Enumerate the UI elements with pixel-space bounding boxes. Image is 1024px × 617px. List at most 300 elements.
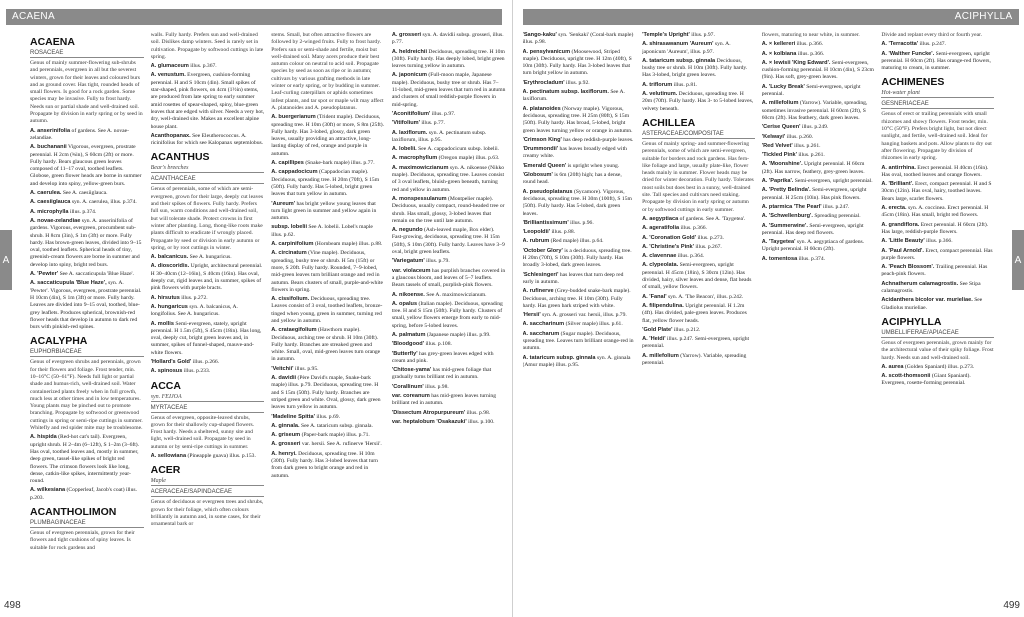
species-name: A. scott-thomsonii [881,373,931,380]
species-entry [642,225,755,232]
species-text: Semi-evergreen, upright perennial. H 45cm (18in), S 30cm (12in). Has divided, hairy, silver leaves and dense, flat heads of small, yellow flowers. [642,262,752,291]
species-name: A. 'Coronation Gold' [642,234,697,241]
species-text: illus. p.364. [677,253,705,260]
species-entry [392,72,506,108]
species-name: 'Leopoldii' [522,229,551,236]
species-text: of gardens. See A. 'Taygetea'. [679,215,746,222]
species-text: illus. p.366. [796,41,824,48]
species-name: A. mollis [150,320,174,327]
species-name: A. spinosus [150,368,183,375]
species-name: A. 'Summerwine'. [761,222,808,229]
species-name: 'Dissectum Atropurpureum' [391,409,466,416]
species-name: A. millefolium [761,100,799,107]
species-entry [30,128,144,143]
species-text: illus. p.261. [794,142,821,149]
species-entry [30,487,144,502]
species-text: Semi-evergreen, stately, upright perennial. H 1.5m (5ft), S 45cm (18in). Has long, oval, deeply cut, bright green leaves and, in summer, spikes of funnel-shaped, mauve-and-white flowers. [150,320,262,356]
species-text: illus. p.366. [680,225,707,232]
genus-description: Genus of mainly spring- and summer-flowering perennials, some of which are semi-evergreen, suitable for borders and rock gardens. Has fern-like foliage and large, usually plate-like, flower heads mainly in summer. Flower heads may be dried for winter decoration. Fully hardy. Tolerates most soils but does best in a sunny, well-drained site. Tall species and cultivars need staking. Propagate by division in early spring or autumn or by softwood cuttings in early summer. [642,140,754,213]
species-entry [392,301,506,330]
species-name: A. saccaticupula 'Blue Haze', [30,280,107,287]
species-entry [762,100,875,122]
species-text: illus. p.77. [421,120,445,127]
species-entry [271,423,385,430]
species-name: A. microphylla [30,208,69,215]
species-text: has bright yellow young leaves that turn light green in summer and yellow again in autumn. [271,200,377,222]
species-name: A. platanoides [522,105,561,112]
genus-description: Divide and replant every third or fourth year. [881,32,983,38]
species-text: See A. tataricum subsp. ginnala. [300,422,373,429]
species-entry [762,60,875,82]
species-text: is 6m (20ft) high; has a dense, round head. [522,172,622,186]
species-name: 'Sango-kaku' [522,32,557,38]
species-entry [881,248,994,263]
species-entry [523,146,636,161]
species-text: syn. A. 'The Beacon', illus. p.242. [667,293,744,300]
species-text: illus. p.88. [551,229,576,236]
species-text: (Golden Spaniard) illus. p.273. [904,363,975,370]
species-text: of gardens. See A. novae-zelandiae. [30,127,129,141]
species-text: Spreading perennial. [814,213,861,220]
species-name: A. 'Schwellenburg'. [761,213,813,220]
species-name: A. saccharinum [522,321,565,328]
species-text: (Ash-leaved maple, Box elder). Fast-growing, deciduous, spreading tree. H 15m (50ft), S 10m (30ft). Fully hardy. Leaves have 3–9 oval, bright green leaflets. [391,227,505,256]
species-text: illus. p.233. [183,368,211,375]
common-name: Hot-water plant [881,89,994,98]
species-entry [392,111,506,118]
species-text: illus. p.273. [697,234,724,241]
species-name: 'Variegatum' [391,258,425,265]
species-entry [392,165,506,194]
running-head: ACAENA [6,9,502,25]
species-text: Upright perennial. H 60cm (2ft). Has narrow, feathery, grey-green leaves. [761,161,865,175]
species-entry [392,332,506,339]
species-entry [642,216,755,223]
family-name: ACANTHACEAE [151,175,265,184]
species-entry [762,187,875,202]
species-name: A. wilkesiana [30,487,66,494]
species-text: illus. p.69. [316,413,340,420]
species-name: A. filipendulina. [642,302,684,309]
species-name: A. anserinifolia [30,127,71,134]
species-name: A. dioscoridis. [150,263,190,270]
species-name: A. balcanicus. [150,254,189,261]
species-text: illus. p.95. [294,365,319,372]
species-name: 'Temple's Upright' [642,32,690,38]
species-name: 'October Glory' [522,247,563,254]
species-entry [881,51,994,73]
species-name: A. davidii [271,375,297,382]
species-text: (Japanese maple) illus. p.99. [426,331,491,338]
species-name: A. ageratifolia [642,225,680,232]
species-entry [271,241,385,248]
species-entry [762,223,875,238]
species-text: is a deciduous, spreading tree. H 20m (70ft), S 10m (30ft). Fully hardy. Has broadly 3-lobed, dark green leaves. [522,247,632,269]
species-text: illus. p.374. [798,255,826,262]
text-columns [30,32,506,601]
species-text: has leaves broadly edged with creamy white. [522,146,627,160]
species-entry [642,82,755,89]
species-entry [523,321,636,328]
species-name: 'Butterfly' [391,350,418,357]
species-entry [151,295,265,302]
species-text: illus. p.97. [431,110,456,117]
species-entry [523,137,636,144]
species-text: syn. A. grosseri var. hersii, illus. p.79. [542,312,627,319]
species-entry [392,393,506,408]
species-entry [523,248,636,270]
species-name: A. opalus [391,300,418,307]
species-text: illus. p.261. [798,152,825,159]
species-name: A. × kellereri [761,41,796,48]
species-entry [392,196,506,225]
species-entry [392,49,506,71]
family-name: MYRTACEAE [151,404,265,413]
species-entry [642,235,755,242]
species-entry [392,410,506,417]
thumb-index-tab[interactable]: A [0,230,12,290]
species-text: (Full-moon maple, Japanese maple). Deciduous, bushy tree or shrub. Has 7–11-lobed, mid-green leaves that turn red in autumn and clusters of small reddish-purple flowers in mid-spring. [391,72,506,108]
species-name: 'Schlesingeri' [522,271,559,278]
species-text: (Hornbeam maple) illus. p.88. [314,241,383,248]
species-name: 'Vitifolium' [391,120,420,127]
common-name: Maple [151,477,265,486]
genus-description: Genus of evergreen perennials, grown for their flowers and tight cushions of spiny leaves. Is suitable for rock gardens and [30,530,135,551]
species-name: A. hirsutus [150,294,180,301]
species-text: Erect perennial. H 60cm (2ft). Has large, reddish-purple flowers. [881,221,989,235]
species-name: 'Crimson King' [522,136,562,143]
species-name: A. 'Little Beauty' [881,238,925,245]
species-text: Semi-evergreen, cushion-forming perennial. H 10cm (4in), S 23cm (9in). Has soft, grey-green leaves. [761,59,874,81]
species-name: A. 'Taygetea' [761,239,796,246]
species-name: A. × lewisii 'King Edward'. [761,59,831,66]
species-entry [151,63,265,70]
species-text: illus. p.249. [801,124,829,131]
text-column [271,32,385,601]
species-name: 'Aconitifolium' [391,110,431,117]
species-text: illus. p.212. [673,326,701,333]
species-name: var. violaceum [391,267,431,274]
species-entry [271,441,385,448]
species-entry [881,205,994,220]
genus-description: Genus of evergreen perennials, grown mainly for the architectural value of their spiky foliage. Frost hardy. Needs sun and well-drained soil. [881,339,994,361]
species-entry [271,114,385,158]
species-entry [30,280,144,331]
species-name: A. cappadocicum [271,169,318,176]
species-entry [523,89,636,104]
species-text: illus. p.247. Semi-evergreen, upright perennial. [642,336,750,350]
species-name: A. pseudoplatanus [522,188,573,195]
species-entry [523,272,636,287]
species-entry [30,434,144,485]
species-entry [762,178,875,185]
species-text: Semi-evergreen, upright perennial. [761,83,861,98]
species-entry [30,271,144,278]
genus-heading: ACER [150,464,181,477]
species-name: 'Kelwayi' [761,133,786,140]
species-name: A. saccharum [522,330,560,337]
species-name: A. pectinatum subsp. laxiflorum. [522,89,609,96]
species-name: var. heptalobum 'Osakazuki' [391,418,467,425]
species-entry [392,227,506,256]
genus-heading: ACAENA [30,36,75,48]
species-text: Deciduous, spreading tree. H 10m (30ft). Fully hardy. Has deeply lobed, bright green leaves turning yellow in autumn. [391,48,505,70]
species-entry [30,199,144,206]
species-text: (Grey-budded snake-bark maple). Deciduous, arching tree. H 10m (30ft). Fully hardy. Has green bark striped with white. [522,288,631,309]
species-text: (Paper-bark maple) illus. p.71. [301,432,370,439]
species-text: has mid-green foliage that gradually turns brilliant red in autumn. [391,367,492,381]
species-entry [392,258,506,265]
species-text: (Trident maple). Deciduous, spreading tree. H 10m (30ft) or more, S 8m (25ft). Fully hardy. Has 3-lobed, glossy, dark green leaves, usually providing an attractive, long-lasting display of red, orange and purple in autumn. [271,114,385,157]
genus-description: walls. Fully hardy. Prefers sun and well-drained soil. Dislikes damp winters. Seed is rarely set in cultivation. Propagate by softwood cuttings in late spring. [150,32,264,60]
species-text: Semi-evergreen, upright perennial. Has deep red flowers. [761,222,864,236]
species-text: Erect, compact perennial. Has purple flowers. [881,247,993,261]
species-name: A. sellowiana [150,453,187,460]
species-text: syn. A. coccinea. Erect perennial. H 45cm (18in). Has small, bright red flowers. [881,205,989,219]
species-entry [271,432,385,439]
species-text: Erect, compact perennial. H and S 30cm (12in). Has oval, hairy, toothed leaves. Bears large, scarlet flowers. [881,181,992,202]
species-entry [392,155,506,162]
species-text: (Snake-bark maple) illus. p.77. [305,160,375,167]
species-name: 'Erythrocladum' [522,79,565,86]
species-text: See A. hungaricus. [189,254,232,261]
species-text: illus. p.247. [919,41,946,48]
species-name: A. hispida [30,434,57,441]
species-name: A. buchananii [30,144,67,151]
species-name: A. japonicum [391,72,427,79]
species-entry [642,303,755,325]
species-entry [762,239,875,254]
species-name: A. circinatum [271,250,307,257]
species-text: (Silver maple) illus. p.61. [565,321,623,328]
species-text: illus. p.108. [425,341,452,348]
species-text: illus. p.79. [426,258,450,265]
species-name: A. 'Heidi' [642,336,666,343]
species-entry [642,253,755,260]
species-text: (Italian maple). Deciduous, spreading tree. H and S 15m (50ft). Fully hardy. Clusters of small, yellow flowers emerge from early to mid-spring, before 5-lobed leaves. [391,300,503,329]
species-entry [523,163,636,170]
species-text: See Gladiolus murieliae. [881,297,983,311]
species-name: A. macrophyllum [391,155,438,162]
species-name: A. maximowiczianum [391,164,449,171]
species-entry [271,169,385,198]
species-text: syn. A. 'Pewter'. Vigorous, evergreen, prostrate perennial. H 10cm (4in), S 1m (3ft) or more. Fully hardy. Leaves are divided into 9–15 oval, toothed, blue-grey leaflets. Produces spherical, brownish-red flower heads that develop in autumn to dark red burs with pinkish-red spines. [30,280,142,331]
family-name: ACERACEAE/SAPINDACEAE [151,488,265,497]
species-entry [762,124,875,131]
species-text: Deciduous, bushy tree or shrub. H 10m (30ft). Fully hardy. Has 3-lobed, bright green leaves. [642,57,748,79]
species-name: A. heldreichii [391,48,427,55]
genus-heading: ACHIMENES [881,76,945,89]
species-entry [392,384,506,391]
species-name: A. grosseri [391,32,422,38]
species-entry [523,288,636,310]
species-entry [881,181,994,203]
species-entry [881,281,994,296]
species-name: A. palmatum [391,331,426,338]
species-text: var. hersii. See A. rufinerve 'Hersii'. [301,441,382,448]
species-text: illus. p.374. [69,208,97,215]
running-head: ACIPHYLLA [523,9,1019,25]
page-number: 498 [4,600,21,611]
species-text: Erect perennial. H 40cm (16in). Has oval, toothed leaves and orange flowers. [881,164,989,178]
family-name: PLUMBAGINACEAE [30,519,144,528]
species-name: A. pensylvanicum [522,48,571,55]
species-name: A. rubrum [522,238,550,245]
species-text: is upright when young. [567,162,620,169]
species-text: has deep reddish-purple leaves. [563,136,634,143]
common-name: Bear's breeches [151,164,265,173]
genus-description: Genus of deciduous or evergreen trees and shrubs, grown for their foliage, which often colours brilliantly in autumn and, in some cases, for their ornamental bark or [150,499,264,528]
species-text: Semi-evergreen, upright perennial. H 60cm (2ft). Has orange-red flowers, maturing to cream, in summer. [881,50,991,72]
species-text: Trailing perennial. Has peach-pink flowers. [881,264,988,278]
species-entry [642,41,755,56]
species-entry [392,120,506,127]
thumb-index-tab[interactable]: A [1012,230,1024,290]
species-entry [151,72,265,130]
species-name: 'Veitchii' [271,365,294,372]
species-entry [642,294,755,301]
species-name: A. 'Paul Arnold'. [881,247,924,254]
species-entry [271,296,385,325]
species-entry [392,32,506,47]
species-text: illus. p.272. [181,294,208,301]
species-entry [151,359,265,366]
species-entry [271,375,385,411]
species-text: illus. p.97. [691,32,715,38]
species-entry [762,152,875,159]
species-name: A. carpinifolium [271,241,314,248]
species-text: illus. p.260. [786,133,814,140]
species-text: (Giant Spaniard). Evergreen, rosette-forming perennial. [881,373,971,387]
species-name: 'Globosum' [522,172,553,179]
species-name: 'Drummondii' [522,146,559,153]
species-name: A. capillipes [271,160,304,167]
species-entry [523,312,636,319]
species-entry [271,451,385,480]
species-name: 'Tickled Pink' [761,152,797,159]
species-text: syn. A. davidii subsp. grosseri, illus. p.77. [391,32,504,46]
species-name: A. monspessulanum [391,195,447,202]
species-name: A. 'Moonshine'. [761,161,803,168]
species-name: 'Red Velvet' [761,142,793,149]
species-name: A. caesiiglauca [30,199,71,206]
species-text: (Oregon maple) illus. p.63. [438,155,500,162]
species-name: A. buergerianum [271,114,316,121]
species-entry [392,146,506,153]
family-name: ASTERACEAE/COMPOSITAE [642,130,755,139]
species-entry [151,133,265,148]
species-entry [642,58,755,80]
species-entry [523,32,636,47]
text-column [392,32,506,601]
genus-description: Genus of erect or trailing perennials with small rhizomes and showy flowers. Frost tender, min. 10°C (50°F). Prefers bright light, but not direct sunlight, and fertile, well-drained soil. Ideal for hanging baskets and pots. Allow plants to dry out after flowering. Propagate by division of rhizomes in early spring. [881,111,992,162]
species-name: 'Madeline Spitta' [271,413,315,420]
species-name: A. millefolium [642,352,679,359]
species-name: Acanthopanax. [150,132,191,139]
species-entry [642,327,755,334]
species-text: syn. A. nikoense (Nikko maple). Deciduous, spreading tree. Leaves consist of 3 oval leaflets, bluish-green beneath, turning red and yellow in autumn. [391,164,505,193]
species-text: Upright perennial. H 1.2m (4ft). Has divided, pale-green leaves. Produces flat, yellow flower heads. [642,302,747,324]
species-entry [523,355,636,370]
species-name: A. ginnala. [271,422,300,429]
species-name: A. grandiflora. [881,221,920,228]
species-entry [762,204,875,211]
species-entry [881,222,994,237]
species-name: A. venustum. [150,72,186,79]
species-name: A. × kolbiana [761,50,797,57]
page-number: 499 [1003,600,1020,611]
species-entry [523,331,636,353]
species-text: See Eleutherococcus. A. ricinifolius for which see Kalopanax septemlobus. [150,132,264,147]
text-column [881,32,994,601]
species-entry [523,172,636,187]
species-name: A. tataricum subsp. ginnala [522,354,596,361]
species-name: 'Aureum' [271,200,296,207]
species-name: A. antirrhina. [881,164,916,171]
species-text: syn. A. anserinifolia of gardens. Vigorous, evergreen, procumbent sub-shrub. H 8cm (3in), S 1m (3ft) or more. Fully hardy. Has brown-green leaves, divided into 9–15 oval, toothed leaflets. Spherical heads of tiny, greenish-cream flowers are borne in summer and develop into spiny, bright red burs. [30,217,142,268]
species-name: 'Emerald Queen' [522,162,567,169]
species-name: A. 'Walther Funcke'. [881,50,935,57]
species-entry [151,254,265,261]
species-name: A. 'Pretty Belinda'. [761,187,811,194]
species-text: (Hawthorn maple). Deciduous, arching tree or shrub. H 10m (30ft). Fully hardy. Branches are streaked green and white. Small, oval, mid-green leaves turn orange in autumn. [271,327,381,363]
species-name: A. 'Lucky Break' [761,83,805,90]
species-entry [881,41,994,48]
genus-heading: ACCA [150,379,181,392]
species-name: Acidanthera bicolor var. murieliae. [881,297,973,304]
species-name: A. negundo [391,227,423,234]
species-entry [392,130,506,145]
species-text: (Yarrow). Variable, spreading, sometimes invasive perennial. H 60cm (2ft), S 60cm (2ft). Has feathery, dark green leaves. [761,100,868,121]
species-name: A. glumaceum [150,63,189,70]
species-entry [523,220,636,227]
species-entry [762,51,875,58]
species-entry [642,32,755,39]
species-text: syn. A. ginnala (Amur maple) illus. p.95. [522,354,631,368]
species-entry [151,453,265,460]
species-entry [881,238,994,245]
species-name: A. henryi. [271,450,297,457]
species-entry [392,351,506,366]
species-text: (Sycamore). Vigorous, deciduous, spreading tree. H 30m (100ft), S 15m (50ft). Fully hardy. Has 5-lobed, dark green leaves. [522,188,632,217]
species-entry [881,373,994,388]
species-entry [523,229,636,236]
species-entry [392,341,506,348]
species-name: A. 'Brilliant'. [881,181,914,188]
species-text: syn. A. caerulea, illus. p.374. [71,199,137,206]
species-entry [762,41,875,48]
species-text: (Père David's maple, Snake-bark maple) illus. p.79. Deciduous, spreading tree. H and S 15m (50ft). Fully hardy. Branches are striped green and white. Oval, glossy, dark green leaves turn yellow in autumn. [271,375,381,411]
species-text: See A. saccaticupula 'Blue Haze'. [59,271,134,278]
species-text: illus. p.81. [673,81,698,88]
species-entry [523,238,636,245]
species-name: A. novae-zelandiae [30,217,81,224]
species-text: See A. laxiflorum. [522,89,625,103]
species-name: A. 'Pewter' [30,271,59,278]
common-name: syn. FEIJOA [151,393,265,402]
species-entry [151,368,265,375]
species-entry [30,209,144,216]
species-text: illus. p.92. [566,79,590,86]
species-entry [762,161,875,176]
genus-description: flowers, maturing to near white, in summer. [761,32,860,38]
species-entry [881,364,994,371]
species-entry [762,256,875,263]
species-entry [392,292,506,299]
species-entry [151,304,265,319]
species-name: A. triflorum [642,81,673,88]
species-name: A. rufinerve [522,288,554,295]
